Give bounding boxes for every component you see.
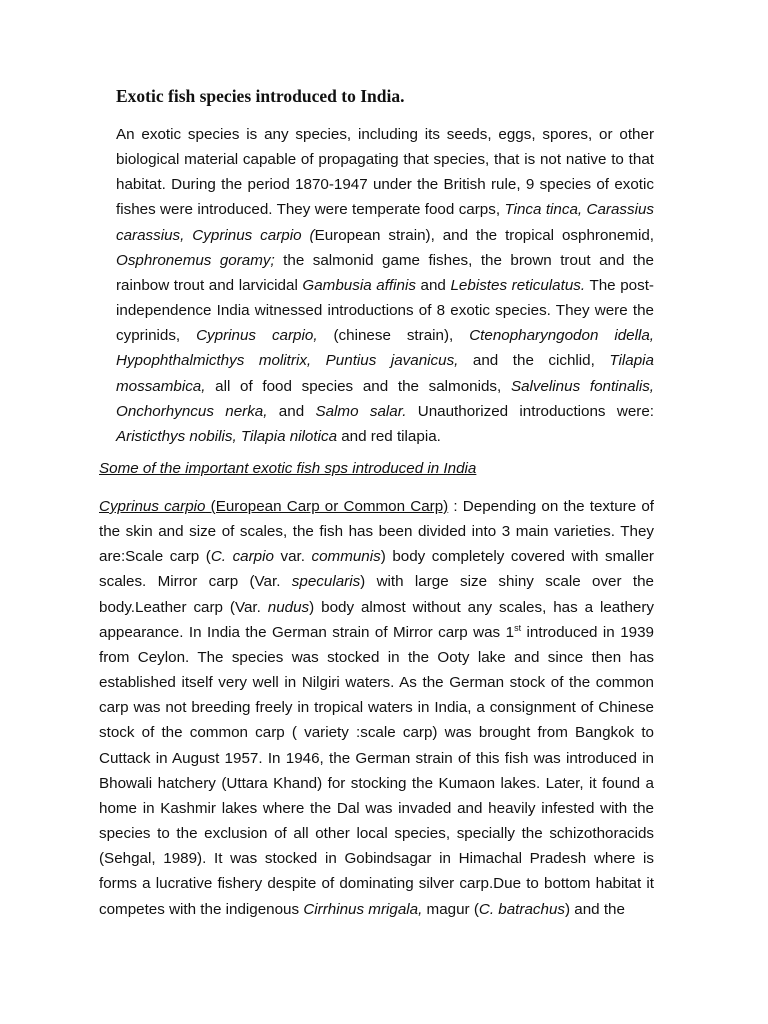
section-heading: Some of the important exotic fish sps introduced in India [99,460,477,477]
text-run: ) with large size shiny scale over the body.Leather carp (Var. [99,573,655,616]
italic-text-run: Tinca tinca, Carassius carassius, Cyprinus carpio ( [116,201,655,244]
italic-text-run: specularis [291,573,361,591]
italic-text-run: C. carpio [210,548,274,566]
text-run: magur ( [422,900,479,918]
intro-paragraph [116,122,654,449]
italic-text-run: Tilapia mossambica, [116,352,654,395]
text-run: The post- independence India witnessed introductions of 8 exotic species. They were the cyprinids, [116,276,654,345]
text-run: and red tilapia. [337,427,441,445]
text-run: An exotic species is any species, including its seeds, eggs, spores, or other biological material capable of propagating that species, that is not native to that habitat. During the period 1870-1947 under the British rule, 9 species of exotic fishes were introduced. They were temperate food carps, [116,126,654,219]
text-run: (European Carp or Common Carp) [205,498,449,515]
text-run: European strain), and the tropical osphronemid, [314,226,654,244]
text-run: : Depending on the texture of the skin and size of scales, the fish has been divided into 3 main varieties. They are:Scale carp ( [99,498,655,566]
italic-text-run: Cyprinus carpio [99,498,206,515]
italic-text-run: Salmo salar. [315,402,407,420]
text-run: var. [273,548,312,566]
text-run: all of food species and the salmonids, [205,377,511,395]
italic-text-run: C. batrachus [478,900,565,918]
text-run: and [267,402,316,420]
italic-text-run: Salvelinus fontinalis, Onchorhyncus nerka, [116,377,655,420]
italic-text-run: Osphronemus goramy; [116,251,275,269]
text-run: Unauthorized introductions were: [406,402,654,420]
text-run: st [514,622,522,633]
italic-text-run: Cirrhinus mrigala, [303,900,423,918]
italic-text-run: Gambusia affinis [302,276,416,294]
italic-text-run: Cyprinus carpio, [196,327,318,345]
italic-text-run: Lebistes reticulatus. [450,276,586,294]
page-title: Exotic fish species introduced to India. [116,86,405,106]
italic-text-run: Ctenopharyngodon idella, Hypophthalmicthys molitrix, Puntius javanicus, [116,327,655,370]
text-run: (chinese strain), [317,327,470,345]
italic-text-run: nudus [267,598,310,616]
text-run: ) body almost without any scales, has a leathery appearance. In India the German strain of Mirror carp was 1 [99,598,654,641]
carp-paragraph [99,494,654,922]
text-run: and the cichlid, [458,352,610,370]
text-run: ) and the [564,900,625,918]
text-run: the salmonid game fishes, the brown trout and the rainbow trout and larvicidal [116,251,654,294]
text-run: introduced in 1939 from Ceylon. The species was stocked in the Ooty lake and since then has established itself very well in Nilgiri waters. As the German stock of the common carp was not breeding freely in tropical waters in India, a consignment of Chinese stock of the common carp ( variety :scale carp) was brought from Bangkok to Cuttack in August 1957. In 1946, the German strain of this fish was introduced in Bhowali hatchery (Uttara Khand) for stocking the Kumaon lakes. Later, it found a home in Kashmir lakes where the Dal was invaded and heavily infested with the species to the exclusion of all other local species, specially the schizothoracids (Sehgal, 1989). It was stocked in Gobindsagar in Himachal Pradesh where is forms a lucrative fishery despite of dominating silver carp.Due to bottom habitat it competes with the indigenous [99,623,654,918]
italic-text-run: communis [311,548,381,566]
text-run: and [415,276,451,294]
text-run: ) body completely covered with smaller scales. Mirror carp (Var. [99,548,654,591]
italic-text-run: Aristicthys nobilis, Tilapia nilotica [116,427,338,445]
